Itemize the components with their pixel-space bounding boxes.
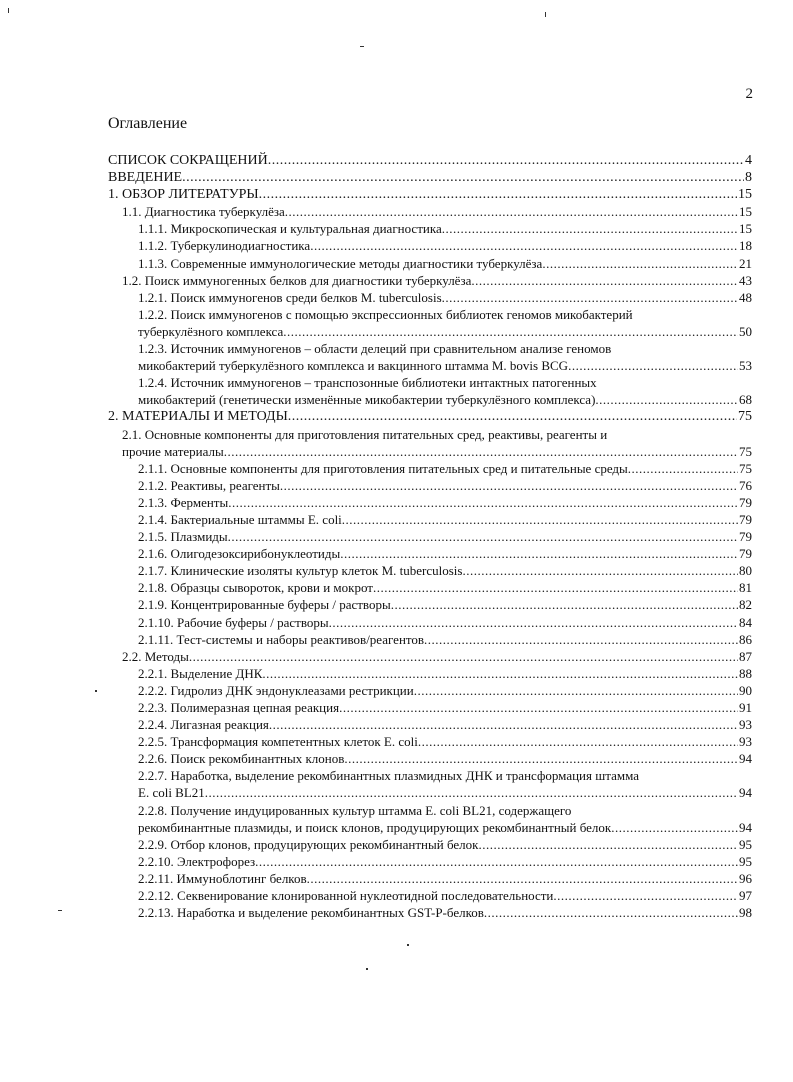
dot-leader (262, 665, 738, 682)
toc-entry-label: 2.2.3. Полимеразная цепная реакция (138, 700, 340, 715)
toc-entry[interactable] (108, 306, 752, 340)
toc-entry-label: 1.2.1. Поиск иммуногенов среди белков M. tuberculosis (138, 289, 442, 305)
toc-entry[interactable] (108, 289, 752, 306)
dot-leader (329, 614, 738, 631)
toc-entry[interactable] (108, 614, 752, 631)
toc-entry-label: 1.2. Поиск иммуногенных белков для диагностики туберкулёза (122, 272, 472, 288)
dot-leader (310, 237, 738, 254)
toc-entry-page: 90 (739, 682, 752, 698)
toc-entry-label: 2.2.12. Секвенирование клонированной нуклеотидной последовательности (138, 888, 554, 904)
toc-entry[interactable] (108, 750, 752, 767)
dot-leader (228, 494, 738, 511)
toc-entry[interactable] (108, 562, 752, 579)
scan-speck (58, 910, 62, 911)
toc-entry-page: 95 (739, 853, 752, 869)
toc-entry-page: 79 (739, 529, 752, 545)
page-number: 2 (745, 86, 753, 102)
dot-leader (288, 408, 737, 425)
toc-entry-page: 84 (739, 614, 752, 630)
scan-speck (545, 12, 546, 17)
dot-leader (478, 836, 738, 853)
toc-entry[interactable] (108, 152, 752, 169)
toc-entry[interactable] (108, 460, 752, 477)
toc-entry-label: 2.2.5. Трансформация компетентных клеток E. coli (138, 734, 418, 750)
toc-entry-label: микобактерий туберкулёзного комплекса и вакцинного штамма M. bovis BCG (138, 358, 569, 374)
toc-entry[interactable] (108, 767, 752, 801)
toc-entry-label: микобактерий (генетически изменённые микобактерии туберкулёзного комплекса) (138, 392, 596, 408)
toc-entry-page: 68 (739, 392, 752, 408)
toc-entry-page: 75 (739, 443, 752, 459)
dot-leader (205, 784, 738, 801)
toc-entry-page: 21 (739, 255, 752, 271)
toc-entry[interactable] (108, 272, 752, 289)
toc-entry[interactable] (108, 579, 752, 596)
toc-entry[interactable] (108, 186, 752, 203)
toc-entry[interactable] (108, 528, 752, 545)
toc-entry-label: прочие материалы (122, 443, 224, 459)
toc-entry-label: 2.2.11. Иммуноблотинг белков (138, 870, 307, 886)
toc-entry-label: 2.2.9. Отбор клонов, продуцирующих рекомбинантный белок (138, 836, 479, 852)
toc-entry[interactable] (108, 203, 752, 220)
dot-leader (342, 511, 738, 528)
toc-entry-page: 50 (739, 323, 752, 339)
toc-entry-page: 79 (739, 494, 752, 510)
dot-leader (224, 443, 738, 460)
dot-leader (484, 904, 738, 921)
dot-leader (442, 220, 738, 237)
toc-entry-page: 93 (739, 717, 752, 733)
toc-entry-label: 1.2.4. Источник иммуногенов – транспозонные библиотеки интактных патогенных (138, 375, 597, 391)
toc-entry[interactable] (108, 648, 752, 665)
dot-leader (285, 203, 738, 220)
dot-leader (568, 357, 738, 374)
dot-leader (189, 648, 738, 665)
scan-speck (407, 944, 409, 946)
toc-entry[interactable] (108, 733, 752, 750)
toc-entry-label: 2.1.7. Клинические изоляты культур клеток M. tuberculosis (138, 563, 463, 579)
toc-entry-label: 2.1.9. Концентрированные буферы / растворы (138, 597, 391, 613)
toc-entry-label: 2.1.5. Плазмиды (138, 529, 228, 545)
toc-entry[interactable] (108, 169, 752, 186)
toc-entry[interactable] (108, 408, 752, 425)
dot-leader (442, 289, 738, 306)
toc-entry-page: 18 (739, 238, 752, 254)
toc-entry[interactable] (108, 870, 752, 887)
toc-entry-label: 2.1.1. Основные компоненты для приготовления питательных сред и питательные среды (138, 460, 628, 476)
toc-entry-page: 94 (739, 819, 752, 835)
toc-entry-page: 87 (739, 648, 752, 664)
toc-entry-page: 98 (739, 905, 752, 921)
dot-leader (255, 853, 738, 870)
dot-leader (268, 152, 744, 169)
toc-entry-page: 43 (739, 272, 752, 288)
toc-entry-label: 2.1.10. Рабочие буферы / растворы (138, 614, 329, 630)
dot-leader (424, 631, 738, 648)
toc-entry-label: 2.1.11. Тест-системы и наборы реактивов/реагентов (138, 631, 425, 647)
toc-title: Оглавление (108, 115, 188, 132)
toc-entry[interactable] (108, 477, 752, 494)
dot-leader (307, 870, 738, 887)
toc-entry-label: 1.1.2. Туберкулинодиагностика (138, 238, 311, 254)
toc-entry-label: 2.2. Методы (122, 648, 189, 664)
dot-leader (628, 460, 738, 477)
scan-speck (95, 690, 97, 692)
toc-entry-page: 75 (739, 460, 752, 476)
dot-leader (462, 562, 738, 579)
dot-leader (280, 477, 738, 494)
toc-entry-label: 2.2.10. Электрофорез (138, 853, 256, 869)
toc-entry-label: 2.2.2. Гидролиз ДНК эндонуклеазами рестрикции (138, 682, 414, 698)
dot-leader (283, 323, 738, 340)
toc-entry[interactable] (108, 631, 752, 648)
toc-entry-page: 94 (739, 751, 752, 767)
toc-entry-label: 2.1.2. Реактивы, реагенты (138, 477, 280, 493)
toc-entry-page: 93 (739, 734, 752, 750)
dot-leader (344, 750, 738, 767)
dot-leader (259, 186, 737, 203)
toc-entry[interactable] (108, 887, 752, 904)
toc-entry-page: 82 (739, 597, 752, 613)
toc-entry-label: 2.2.7. Наработка, выделение рекомбинантных плазмидных ДНК и трансформация штамма (138, 768, 639, 784)
toc-entry-page: 76 (739, 477, 752, 493)
toc-entry-label: E. coli BL21 (138, 785, 205, 801)
dot-leader (418, 733, 738, 750)
dot-leader (471, 272, 738, 289)
dot-leader (391, 596, 738, 613)
toc-entry-label: 2.2.8. Получение индуцированных культур штамма E. coli BL21, содержащего (138, 802, 572, 818)
toc-entry[interactable] (108, 340, 752, 374)
toc-entry-page: 97 (739, 888, 752, 904)
toc-entry-label: 1.1.3. Современные иммунологические методы диагностики туберкулёза (138, 255, 543, 271)
dot-leader (269, 716, 738, 733)
toc-entry[interactable] (108, 494, 752, 511)
toc-entry-page: 15 (739, 221, 752, 237)
toc-entry-label: 2. МАТЕРИАЛЫ И МЕТОДЫ (108, 409, 288, 425)
toc-entry-label: 2.2.1. Выделение ДНК (138, 665, 263, 681)
scan-speck (360, 46, 364, 47)
toc-entry[interactable] (108, 596, 752, 613)
toc-entry-page: 81 (739, 580, 752, 596)
dot-leader (542, 255, 738, 272)
toc-entry[interactable] (108, 699, 752, 716)
toc-entry-label: рекомбинантные плазмиды, и поиск клонов, продуцирующих рекомбинантный белок (138, 819, 612, 835)
toc-entry[interactable] (108, 904, 752, 921)
toc-entry-page: 48 (739, 289, 752, 305)
toc-entry-page: 88 (739, 665, 752, 681)
toc-entry-page: 75 (738, 409, 752, 425)
toc-entry[interactable] (108, 665, 752, 682)
dot-leader (611, 819, 738, 836)
toc-entry[interactable] (108, 716, 752, 733)
toc-entry-label: 2.2.13. Наработка и выделение рекомбинантных GST-P-белков (138, 905, 484, 921)
scan-speck (8, 8, 9, 13)
toc-entry-page: 8 (745, 170, 752, 186)
toc-entry-label: 2.1.4. Бактериальные штаммы E. coli (138, 511, 342, 527)
dot-leader (339, 699, 738, 716)
toc-entry-page: 4 (745, 153, 752, 168)
scan-speck (366, 968, 368, 970)
toc-entry-label: 1.1. Диагностика туберкулёза (122, 204, 285, 220)
toc-entry-label: 2.1.3. Ферменты (138, 494, 229, 510)
toc-entry-label: 1.1.1. Микроскопическая и культуральная диагностика (138, 221, 442, 237)
toc-entry-page: 96 (739, 870, 752, 886)
toc-entry-page: 79 (739, 546, 752, 562)
toc-entry-page: 53 (739, 358, 752, 374)
toc-entry-page: 15 (739, 204, 752, 220)
toc-entry[interactable] (108, 220, 752, 237)
table-of-contents (108, 152, 752, 921)
toc-entry-label: 2.2.6. Поиск рекомбинантных клонов (138, 751, 345, 767)
toc-entry[interactable] (108, 545, 752, 562)
toc-entry-page: 15 (738, 187, 752, 203)
dot-leader (414, 682, 738, 699)
toc-entry[interactable] (108, 237, 752, 254)
toc-entry-page: 79 (739, 511, 752, 527)
toc-entry[interactable] (108, 511, 752, 528)
toc-entry[interactable] (108, 374, 752, 408)
toc-entry-label: 1.2.2. Поиск иммуногенов с помощью экспрессионных библиотек геномов микобактерий (138, 306, 633, 322)
toc-entry-label: 2.1.6. Олигодезоксирибонуклеотиды (138, 546, 341, 562)
toc-entry[interactable] (108, 255, 752, 272)
toc-entry-label: 2.1.8. Образцы сывороток, крови и мокрот (138, 580, 373, 596)
toc-entry-label: СПИСОК СОКРАЩЕНИЙ (108, 153, 268, 168)
toc-entry[interactable] (108, 853, 752, 870)
dot-leader (595, 391, 738, 408)
dot-leader (228, 528, 738, 545)
toc-entry-label: 2.2.4. Лигазная реакция (138, 717, 269, 733)
toc-entry[interactable] (108, 836, 752, 853)
toc-entry-page: 95 (739, 836, 752, 852)
toc-entry[interactable] (108, 426, 752, 460)
toc-entry-page: 86 (739, 631, 752, 647)
dot-leader (182, 169, 744, 186)
toc-entry-page: 94 (739, 785, 752, 801)
toc-entry-label: ВВЕДЕНИЕ (108, 170, 183, 186)
toc-entry-label: 1. ОБЗОР ЛИТЕРАТУРЫ (108, 187, 259, 203)
toc-entry-label: 1.2.3. Источник иммуногенов – области делеций при сравнительном анализе геномов (138, 341, 612, 357)
toc-entry-page: 91 (739, 700, 752, 715)
toc-entry-page: 80 (739, 563, 752, 579)
toc-entry[interactable] (108, 682, 752, 699)
dot-leader (373, 579, 738, 596)
dot-leader (553, 887, 738, 904)
toc-entry-label: туберкулёзного комплекса (138, 323, 284, 339)
dot-leader (340, 545, 738, 562)
toc-entry[interactable] (108, 802, 752, 836)
toc-entry-label: 2.1. Основные компоненты для приготовления питательных сред, реактивы, реагенты и (122, 426, 608, 442)
